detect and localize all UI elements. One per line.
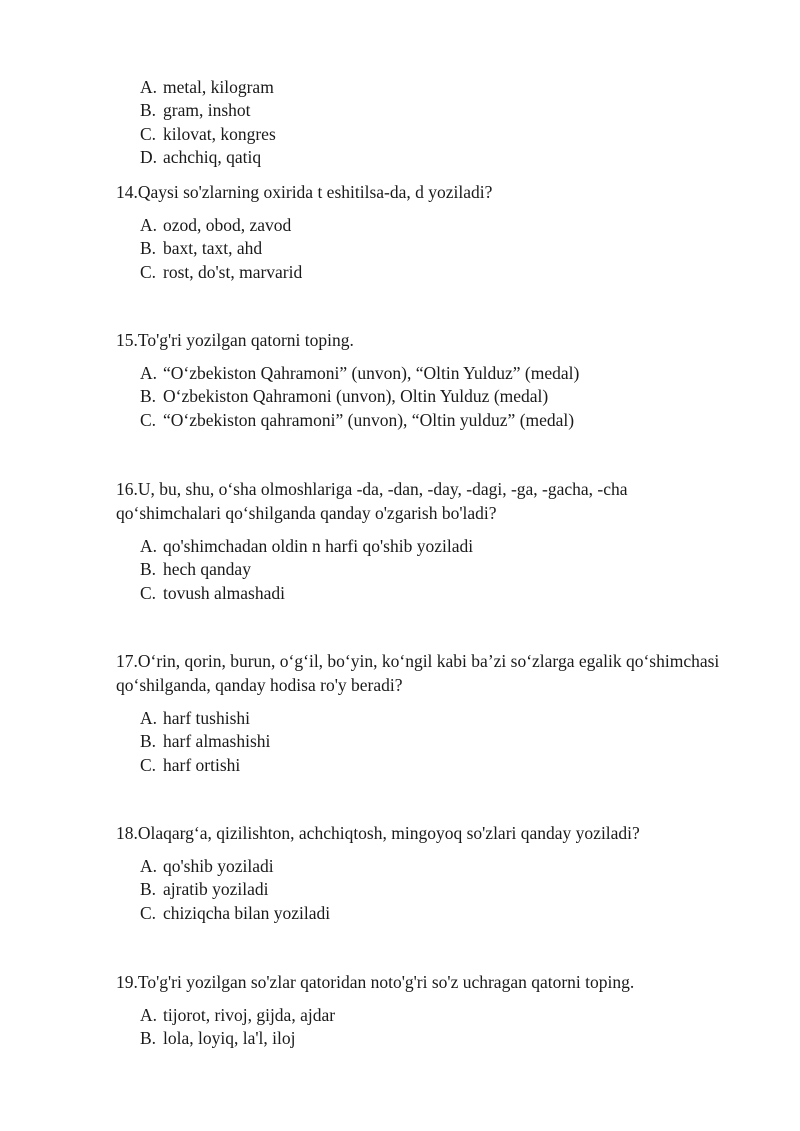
- option-b: B. O‘zbekiston Qahramoni (unvon), Oltin Yulduz (medal): [140, 386, 549, 407]
- options-list: [116, 707, 720, 777]
- question-13-continuation: [116, 76, 720, 169]
- option-b: B. gram, inshot: [140, 100, 251, 121]
- question-15: [116, 328, 720, 432]
- option-b: B. lola, loyiq, la'l, iloj: [140, 1028, 296, 1049]
- option-b: B. harf almashishi: [140, 731, 271, 752]
- options-list: [116, 76, 720, 169]
- option-c: C. rost, do'st, marvarid: [140, 261, 303, 282]
- option-a: A. qo'shimchadan oldin n harfi qo'shib yoziladi: [140, 536, 474, 556]
- question-text: 18.Olaqarg‘a, qizilishton, achchiqtosh, mingoyoq so'zlari qanday yoziladi?: [116, 823, 640, 843]
- option-a: A. “O‘zbekiston Qahramoni” (unvon), “Oltin Yulduz” (medal): [140, 363, 580, 383]
- question-text: 17.O‘rin, qorin, burun, o‘g‘il, bo‘yin, ko‘ngil kabi ba’zi so‘zlarga egalik qo‘shimchasi qo‘shilganda, qanday hodisa ro'y beradi?: [116, 651, 720, 695]
- question-text: 15.To'g'ri yozilgan qatorni toping.: [116, 330, 354, 350]
- question-19: [116, 970, 720, 1051]
- option-a: A. ozod, obod, zavod: [140, 215, 292, 235]
- options-list: [116, 1004, 720, 1051]
- option-a: A. qo'shib yoziladi: [140, 856, 274, 876]
- option-b: B. ajratib yoziladi: [140, 879, 269, 900]
- question-17: [116, 649, 720, 777]
- question-text: 14.Qaysi so'zlarning oxirida t eshitilsa-da, d yoziladi?: [116, 182, 493, 202]
- option-a: A. harf tushishi: [140, 708, 251, 728]
- options-list: [116, 535, 720, 605]
- option-d: D. achchiq, qatiq: [140, 146, 262, 167]
- question-text: 19.To'g'ri yozilgan so'zlar qatoridan noto'g'ri so'z uchragan qatorni toping.: [116, 972, 635, 992]
- option-c: C. tovush almashadi: [140, 582, 285, 603]
- question-18: [116, 821, 720, 925]
- option-c: C. “O‘zbekiston qahramoni” (unvon), “Oltin yulduz” (medal): [140, 409, 575, 430]
- options-list: [116, 855, 720, 925]
- option-c: C. kilovat, kongres: [140, 123, 276, 144]
- option-a: A. metal, kilogram: [140, 77, 274, 97]
- option-b: B. hech qanday: [140, 559, 251, 580]
- option-a: A. tijorot, rivoj, gijda, ajdar: [140, 1005, 336, 1025]
- question-14: [116, 180, 720, 284]
- option-c: C. chiziqcha bilan yoziladi: [140, 902, 331, 923]
- question-text: 16.U, bu, shu, o‘sha olmoshlariga -da, -dan, -day, -dagi, -ga, -gacha, -cha qo‘shimchalari qo‘shilganda qanday o'zgarish bo'ladi?: [116, 479, 628, 523]
- options-list: [116, 362, 720, 432]
- option-b: B. baxt, taxt, ahd: [140, 238, 263, 259]
- options-list: [116, 214, 720, 284]
- option-c: C. harf ortishi: [140, 754, 241, 775]
- question-16: [116, 477, 720, 605]
